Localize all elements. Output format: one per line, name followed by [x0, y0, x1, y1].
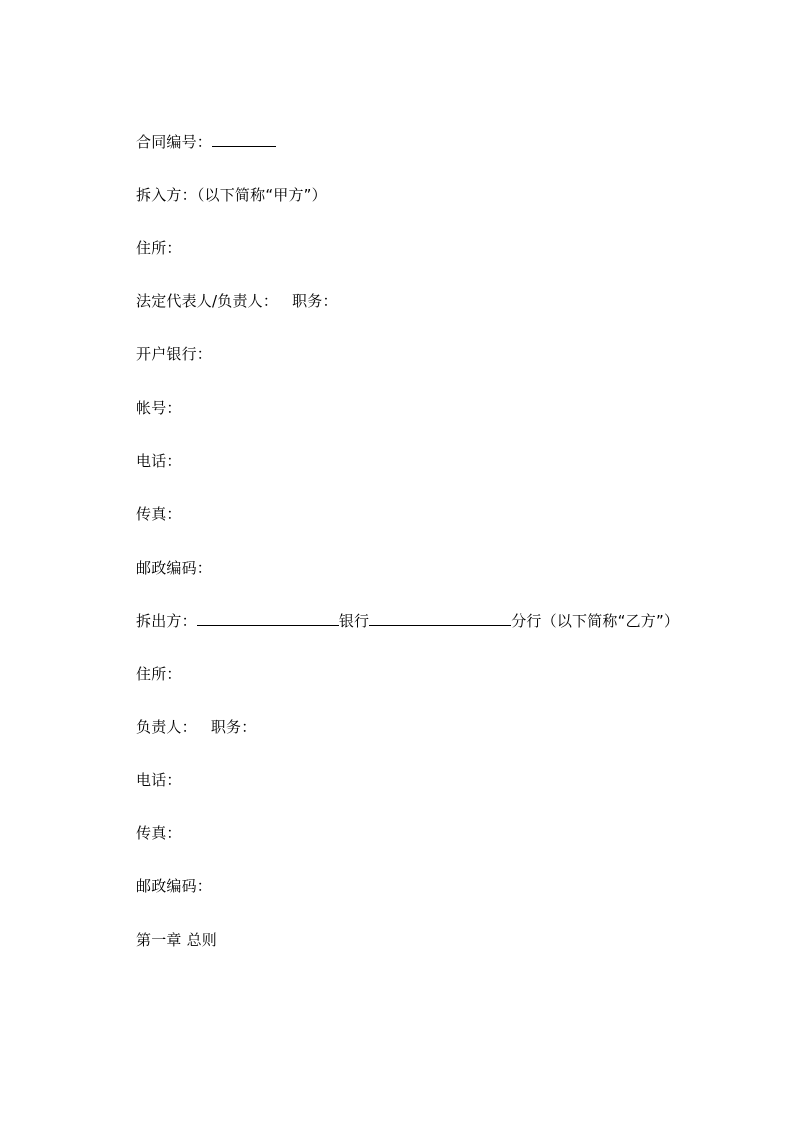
party-a-fax-label: 传真：: [136, 505, 182, 523]
party-a-postcode-label: 邮政编码：: [136, 559, 213, 577]
party-a-alias: （以下简称“甲方”）: [196, 186, 327, 204]
party-a-address-label: 住所：: [136, 239, 182, 257]
party-b-address: [136, 664, 182, 684]
chapter-number: 第一章: [136, 931, 182, 949]
party-b-fax: [136, 823, 182, 843]
party-a-phone-label: 电话：: [136, 452, 182, 470]
party-b-line: [136, 611, 679, 631]
party-b-bank-word: 银行: [338, 612, 370, 630]
chapter-title: 总则: [186, 931, 217, 949]
party-b-fax-label: 传真：: [136, 824, 182, 842]
party-a-bank: [136, 344, 212, 364]
party-b-address-label: 住所：: [136, 665, 182, 683]
party-b-branch-blank[interactable]: [369, 611, 511, 626]
party-b-rep-label: 负责人：: [136, 718, 197, 736]
party-a-representative: [136, 291, 338, 311]
party-a-address: [136, 238, 182, 258]
party-a-position-label: 职务：: [292, 292, 338, 310]
party-b-postcode-label: 邮政编码：: [136, 877, 213, 895]
party-b-alias: （以下简称“乙方”）: [541, 612, 680, 630]
party-b-bank-blank[interactable]: [197, 611, 339, 626]
party-a-fax: [136, 504, 182, 524]
party-b-title: 拆出方：: [136, 612, 197, 630]
party-a-phone: [136, 451, 182, 471]
party-b-position-label: 职务：: [210, 718, 257, 736]
contract-number-blank[interactable]: [212, 132, 276, 147]
party-b-phone: [136, 770, 182, 790]
contract-number-label: 合同编号：: [136, 133, 213, 151]
party-a-title: 拆入方：: [136, 186, 197, 204]
chapter-heading: [136, 930, 217, 950]
party-b-phone-label: 电话：: [136, 771, 182, 789]
party-a-account: [136, 398, 182, 418]
contract-number-line: [136, 132, 276, 152]
party-b-branch-word: 分行: [511, 612, 542, 630]
party-a-line: [136, 185, 327, 205]
party-b-postcode: [136, 876, 212, 896]
party-b-representative: [136, 717, 256, 737]
party-a-postcode: [136, 558, 212, 578]
party-a-bank-label: 开户银行：: [136, 345, 213, 363]
party-a-account-label: 帐号：: [136, 399, 182, 417]
party-a-rep-label: 法定代表人/负责人：: [136, 292, 279, 310]
